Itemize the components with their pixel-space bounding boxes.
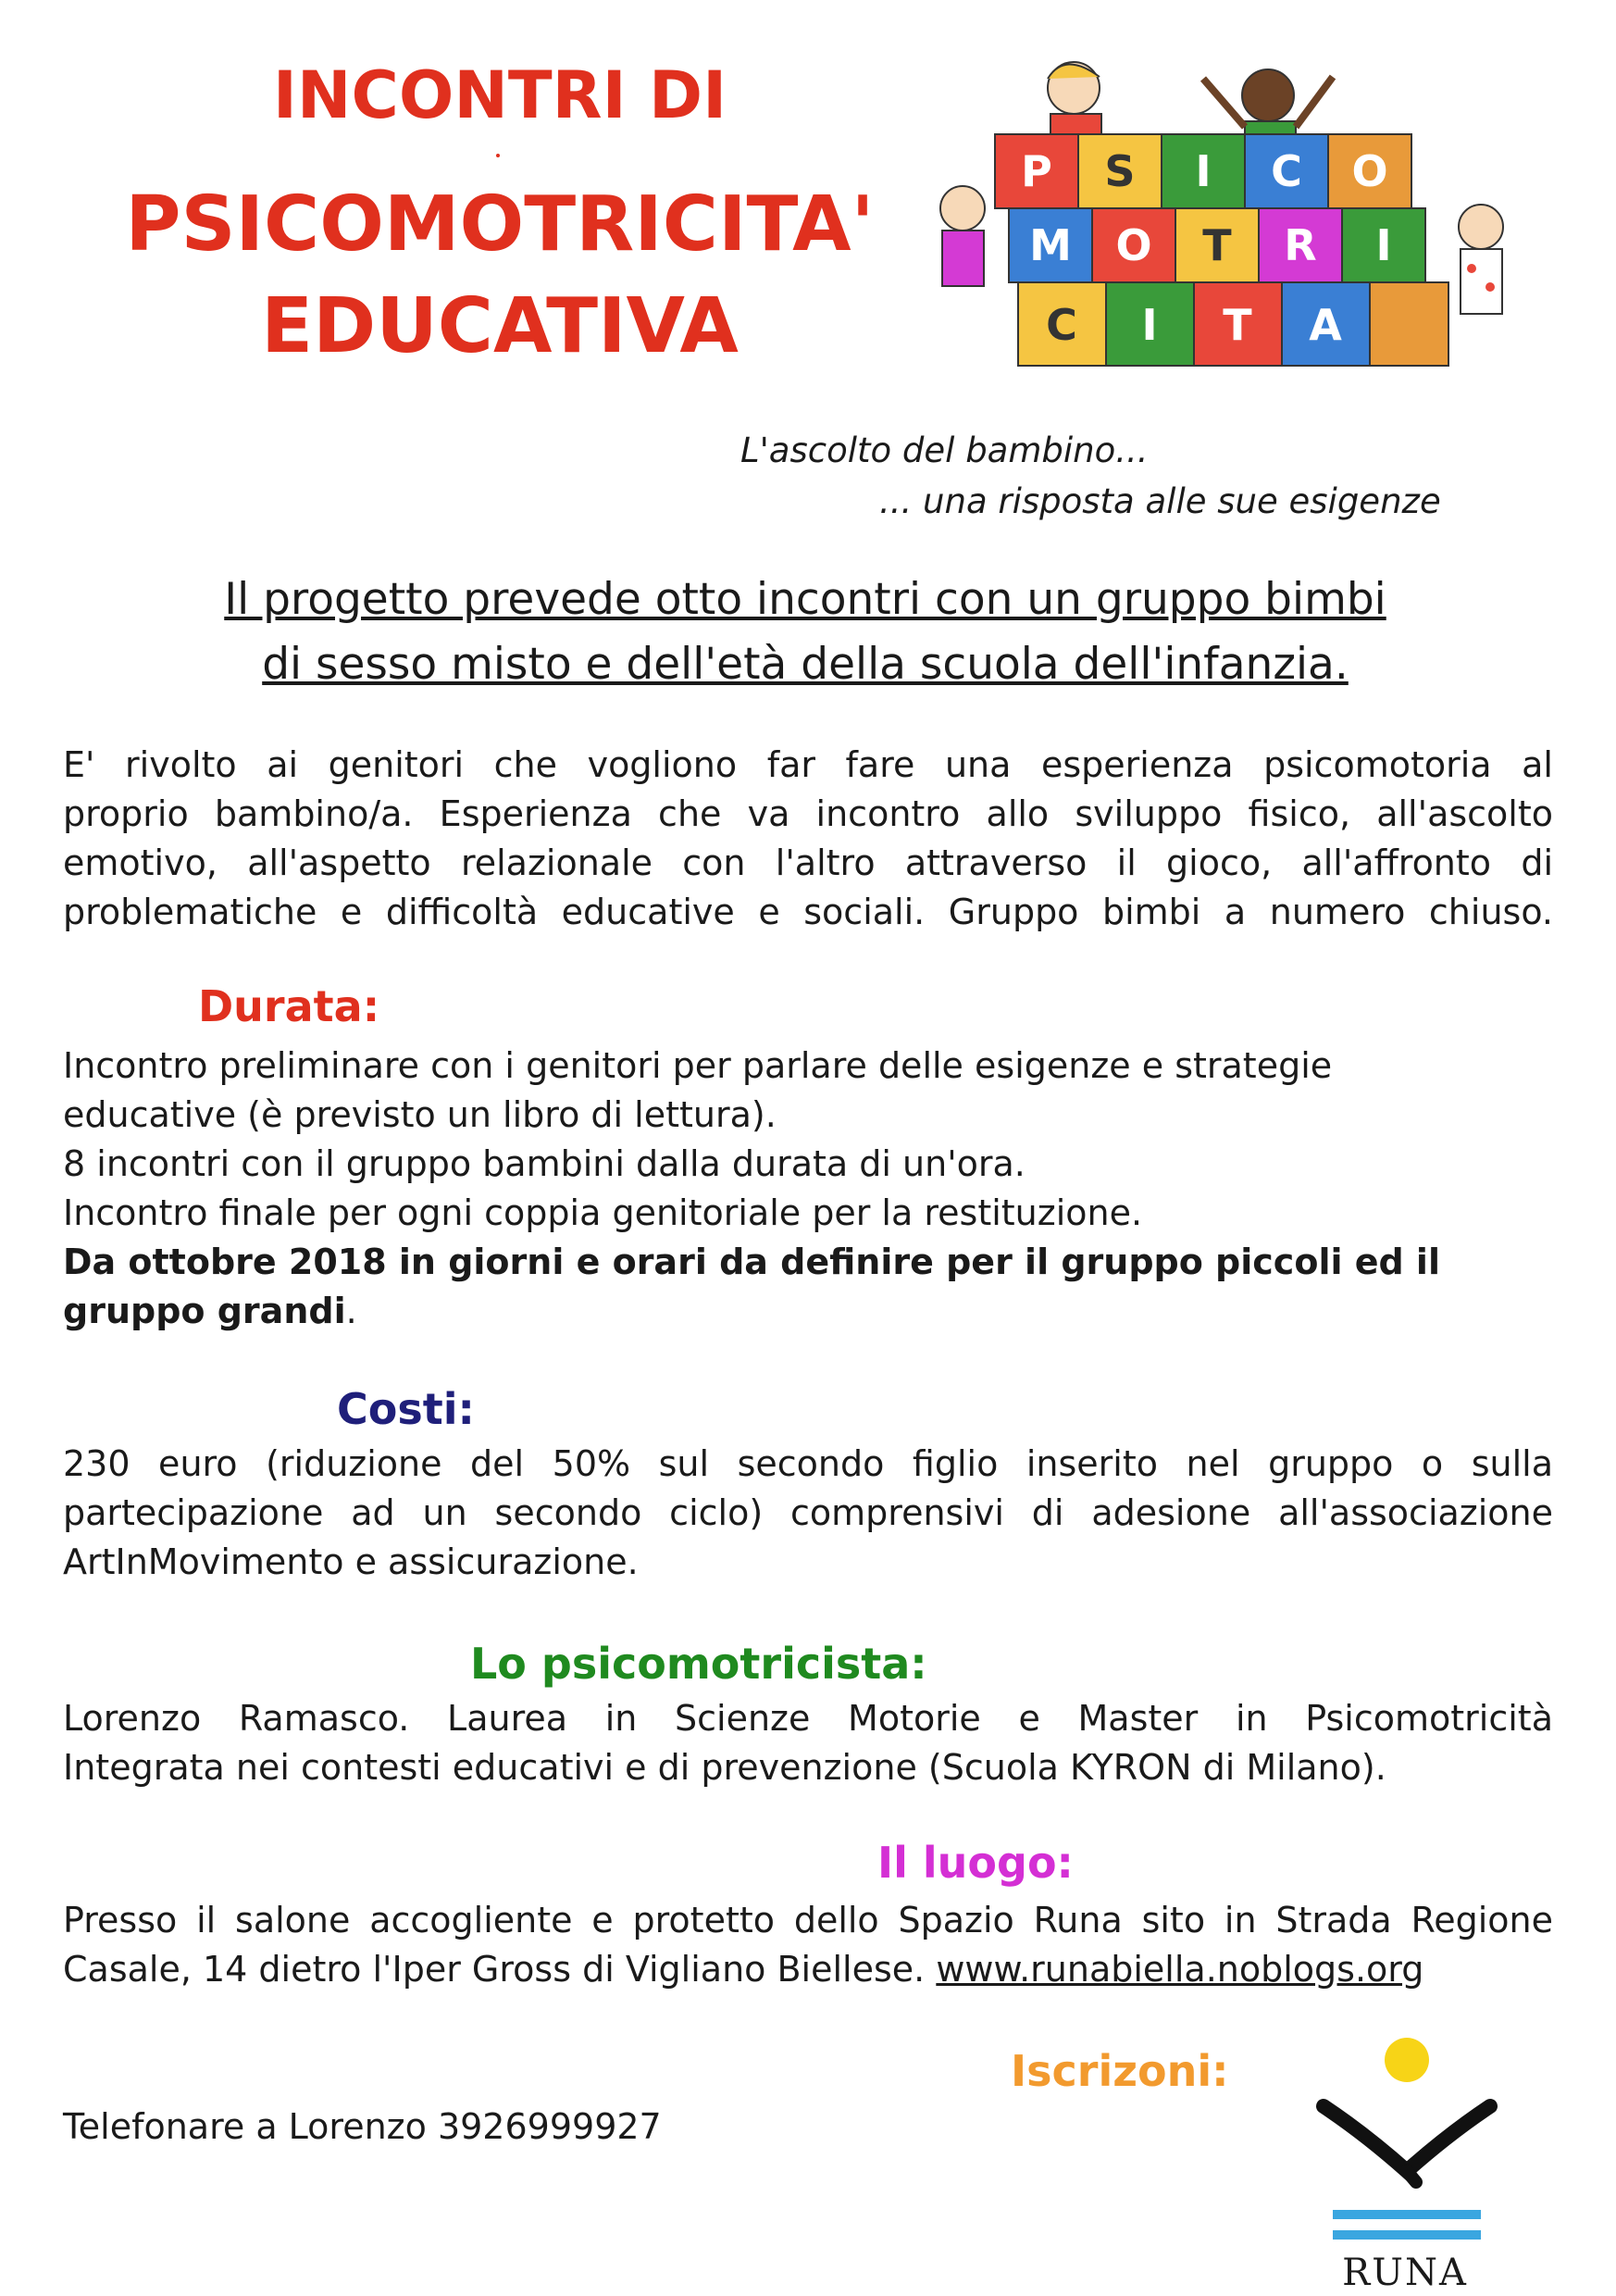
svg-text:A: A xyxy=(1309,300,1342,350)
intro-line: emotivo, all'aspetto relazionale con l'altro attraverso il gioco, all'affronto di xyxy=(63,842,1553,883)
title-line-2: PSICOMOTRICITA' xyxy=(125,181,875,268)
psicomotricista-heading: Lo psicomotricista: xyxy=(470,1639,927,1689)
costi-line: partecipazione ad un secondo ciclo) comprensivi di adesione all'associazione xyxy=(63,1492,1553,1533)
durata-line: educative (è previsto un libro di lettura). xyxy=(63,1094,777,1135)
iscrizioni-heading: Iscrizoni: xyxy=(1011,2046,1229,2096)
runa-logo-icon xyxy=(1314,2032,1499,2254)
runa-logo-text: RUNA xyxy=(1342,2252,1468,2294)
child-figure-icon xyxy=(940,186,985,286)
svg-text:I: I xyxy=(1141,300,1158,350)
durata-section xyxy=(63,1042,1553,1336)
svg-text:R: R xyxy=(1284,220,1317,270)
phone-contact: Telefonare a Lorenzo 3926999927 xyxy=(63,2106,662,2147)
kids-blocks-illustration xyxy=(926,51,1518,393)
svg-text:O: O xyxy=(1115,220,1152,270)
intro-line: E' rivolto ai genitori che vogliono far fare una esperienza psicomotoria al xyxy=(63,744,1553,785)
psicomotricista-line: Integrata nei contesti educativi e di prevenzione (Scuola KYRON di Milano). xyxy=(63,1747,1386,1788)
svg-text:O: O xyxy=(1351,146,1388,196)
luogo-address: Casale, 14 dietro l'Iper Gross di Vigliano Biellese. xyxy=(63,1949,937,1990)
svg-text:I: I xyxy=(1375,220,1392,270)
svg-text:S: S xyxy=(1104,146,1136,196)
svg-text:C: C xyxy=(1271,146,1302,196)
durata-schedule: Da ottobre 2018 in giorni e orari da definire per il gruppo piccoli ed il xyxy=(63,1242,1440,1282)
tagline-line-1: L'ascolto del bambino... xyxy=(740,430,1149,470)
luogo-line: Presso il salone accogliente e protetto dello Spazio Runa sito in Strada Regione xyxy=(63,1900,1553,1940)
website-link[interactable]: www.runabiella.noblogs.org xyxy=(936,1949,1424,1990)
durata-period: . xyxy=(345,1291,357,1331)
intro-line: problematiche e difficoltà educative e sociali. Gruppo bimbi a numero chiuso. xyxy=(63,892,1553,932)
durata-line: Incontro finale per ogni coppia genitoriale per la restituzione. xyxy=(63,1192,1143,1233)
psicomotricista-line: Lorenzo Ramasco. Laurea in Scienze Motorie e Master in Psicomotricità xyxy=(63,1698,1553,1739)
intro-paragraph xyxy=(63,741,1553,937)
intro-line: proprio bambino/a. Esperienza che va incontro allo sviluppo fisico, all'ascolto xyxy=(63,793,1553,834)
luogo-section xyxy=(63,1896,1553,1994)
lead-line-1: Il progetto prevede otto incontri con un gruppo bimbi xyxy=(224,574,1386,625)
durata-schedule-2: gruppo grandi xyxy=(63,1291,346,1331)
svg-text:C: C xyxy=(1046,300,1077,350)
luogo-line-2 xyxy=(63,1945,1553,1994)
svg-text:M: M xyxy=(1029,220,1072,270)
psicomotricista-section xyxy=(63,1694,1553,1792)
durata-schedule-end xyxy=(63,1287,1553,1336)
svg-text:T: T xyxy=(1202,220,1232,270)
durata-line: Incontro preliminare con i genitori per parlare delle esigenze e strategie xyxy=(63,1045,1333,1086)
tagline-line-2: ... una risposta alle sue esigenze xyxy=(879,481,1441,521)
durata-line: 8 incontri con il gruppo bambini dalla durata di un'ora. xyxy=(63,1143,1026,1184)
title-line-3: EDUCATIVA xyxy=(261,282,739,370)
costi-line: 230 euro (riduzione del 50% sul secondo figlio inserito nel gruppo o sulla xyxy=(63,1443,1553,1484)
svg-text:T: T xyxy=(1223,300,1252,350)
lead-line-2: di sesso misto e dell'età della scuola dell'infanzia. xyxy=(262,639,1349,690)
svg-text:I: I xyxy=(1195,146,1212,196)
child-figure-icon xyxy=(1459,205,1503,314)
decorative-dot xyxy=(496,154,500,157)
title-line-1: INCONTRI DI xyxy=(272,57,727,133)
durata-heading: Durata: xyxy=(198,981,380,1031)
costi-section xyxy=(63,1440,1553,1587)
costi-heading: Costi: xyxy=(337,1384,475,1434)
svg-text:P: P xyxy=(1021,146,1052,196)
luogo-heading: Il luogo: xyxy=(877,1838,1074,1888)
costi-line: ArtInMovimento e assicurazione. xyxy=(63,1541,639,1582)
